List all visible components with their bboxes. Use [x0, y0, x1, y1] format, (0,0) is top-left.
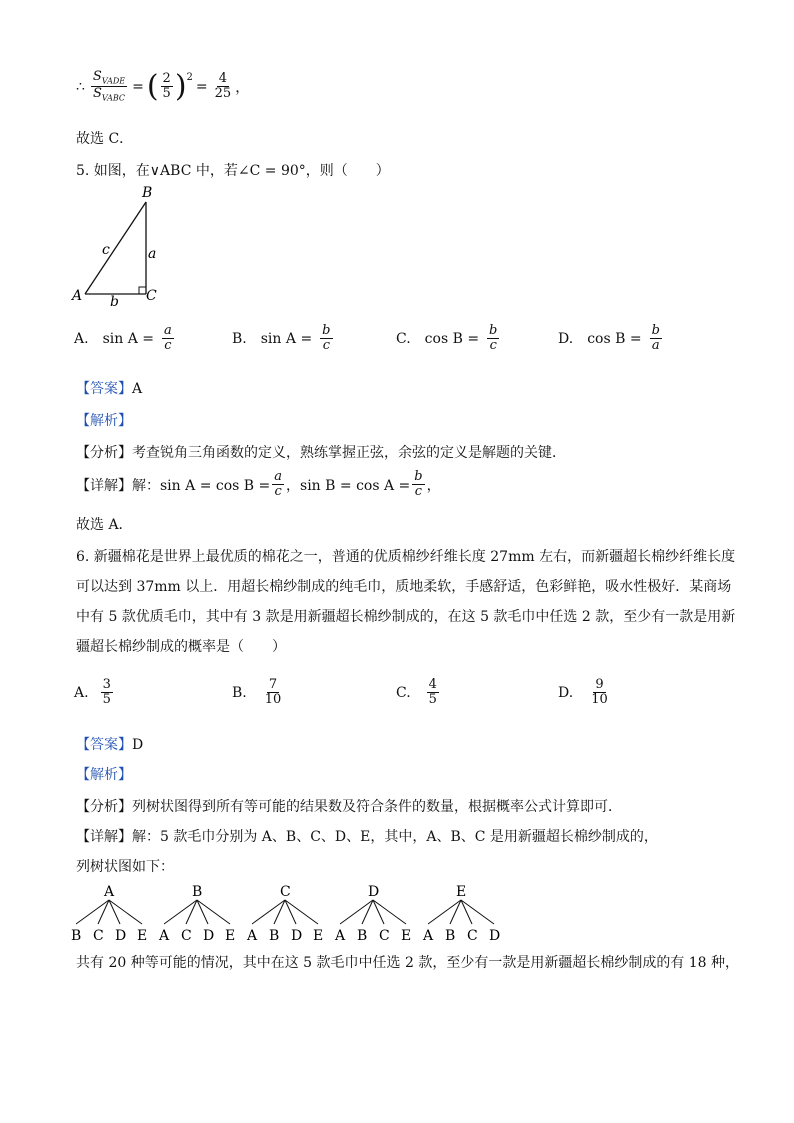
tree-root: E: [456, 884, 467, 900]
q6-option-c: C. $\frac{4}{5}$: [396, 677, 437, 708]
area-ratio-formula: ∴ $\frac{S_{VADE}}{S_{VABC}}$ = ( $\frac{2}{5}$ ) $^2$ = $\frac{4}{25}$ ，: [76, 68, 250, 104]
q6-stem-line3: 中有 5 款优质毛巾，其中有 3 款是用新疆超长棉纱制成的，在这 5 款毛巾中任选 2 款，至少有一款是用新: [76, 609, 736, 625]
tree-leaf: B: [71, 928, 82, 944]
tree-root: D: [368, 884, 380, 900]
q5-stem: 5. 如图，在∨ABC 中，若∠C = 90°，则（ ）: [76, 163, 390, 179]
q6-fenxi: 【分析】列树状图得到所有等可能的结果数及符合条件的数量，根据概率公式计算即可．: [76, 799, 622, 815]
q5-xiangjie: 【详解】 解：sin A = cos B = $\frac{a}{c}$ ，sin B = cos A = $\frac{b}{c}$ ，: [76, 469, 441, 500]
tree-leaf: A: [159, 928, 170, 944]
tree-leaf: D: [489, 928, 501, 944]
q5-fenxi: 【分析】考查锐角三角函数的定义，熟练掌握正弦，余弦的定义是解题的关键．: [76, 445, 566, 461]
side-a: a: [148, 246, 157, 262]
q5-option-a: A. sin A = $\frac{a}{c}$: [74, 323, 172, 354]
tree-leaf: D: [203, 928, 215, 944]
q5-analysis-tag: 【解析】: [76, 413, 132, 429]
tree-leaf: B: [269, 928, 280, 944]
q6-conclusion: 共有 20 种等可能的情况，其中在这 5 款毛巾中任选 2 款，至少有一款是用新疆超长棉纱制成的有 18 种，: [76, 955, 740, 971]
q6-xiangjie: 【详解】解：5 款毛巾分别为 A、B、C、D、E，其中，A、B、C 是用新疆超长棉纱制成的，: [76, 829, 658, 845]
tree-leaf: E: [401, 928, 412, 944]
q5-option-b: B. sin A = $\frac{b}{c}$: [232, 323, 331, 354]
right-triangle-figure: [66, 184, 176, 310]
vertex-C: C: [146, 288, 157, 304]
q5-option-c: C. cos B = $\frac{b}{c}$: [396, 323, 498, 354]
q6-stem-line1: 6. 新疆棉花是世界上最优质的棉花之一，普通的优质棉纱纤维长度 27mm 左右，而新疆超长棉纱纤维长度: [76, 549, 736, 565]
q6-option-d: D. $\frac{9}{10}$: [558, 677, 608, 708]
tree-leaf: D: [115, 928, 127, 944]
q6-option-a: A. $\frac{3}{5}$: [74, 677, 111, 708]
vertex-B: B: [142, 185, 153, 201]
tree-leaf: E: [137, 928, 148, 944]
tree-leaf: D: [291, 928, 303, 944]
tree-root: B: [192, 884, 203, 900]
tree-leaf: B: [445, 928, 456, 944]
q6-analysis-tag: 【解析】: [76, 767, 132, 783]
vertex-A: A: [72, 288, 83, 304]
tree-leaf: C: [467, 928, 478, 944]
choose-a: 故选 A．: [76, 517, 133, 533]
ratio-fraction: $\frac{2}{5}$: [162, 71, 171, 102]
tree-root: A: [104, 884, 115, 900]
tree-intro: 列树状图如下：: [76, 859, 174, 875]
side-c: c: [102, 242, 110, 258]
tree-leaf: C: [181, 928, 192, 944]
q6-stem-line2: 可以达到 37mm 以上．用超长棉纱制成的纯毛巾，质地柔软，手感舒适，色彩鲜艳，吸水性极好．某商场: [76, 579, 732, 595]
tree-leaf: C: [93, 928, 104, 944]
side-b: b: [110, 294, 119, 310]
tree-leaf: A: [247, 928, 258, 944]
q6-stem-line4: 疆超长棉纱制成的概率是（ ）: [76, 639, 286, 655]
q6-answer: 【答案】D: [76, 737, 144, 753]
choose-c: 故选 C．: [76, 131, 134, 147]
q6-option-b: B. $\frac{7}{10}$: [232, 677, 282, 708]
result-fraction: $\frac{4}{25}$: [214, 71, 232, 102]
tree-leaf: A: [423, 928, 434, 944]
area-fraction: $\frac{S_{VADE}}{S_{VABC}}$: [92, 69, 126, 103]
tree-leaf: E: [313, 928, 324, 944]
tree-leaf: B: [357, 928, 368, 944]
tree-leaf: A: [335, 928, 346, 944]
q5-option-d: D. cos B = $\frac{b}{a}$: [558, 323, 660, 354]
tree-root: C: [280, 884, 291, 900]
tree-leaf: E: [225, 928, 236, 944]
q5-answer: 【答案】A: [76, 381, 143, 397]
therefore-symbol: ∴: [76, 78, 85, 95]
tree-leaf: C: [379, 928, 390, 944]
tree-diagram: [66, 880, 526, 944]
